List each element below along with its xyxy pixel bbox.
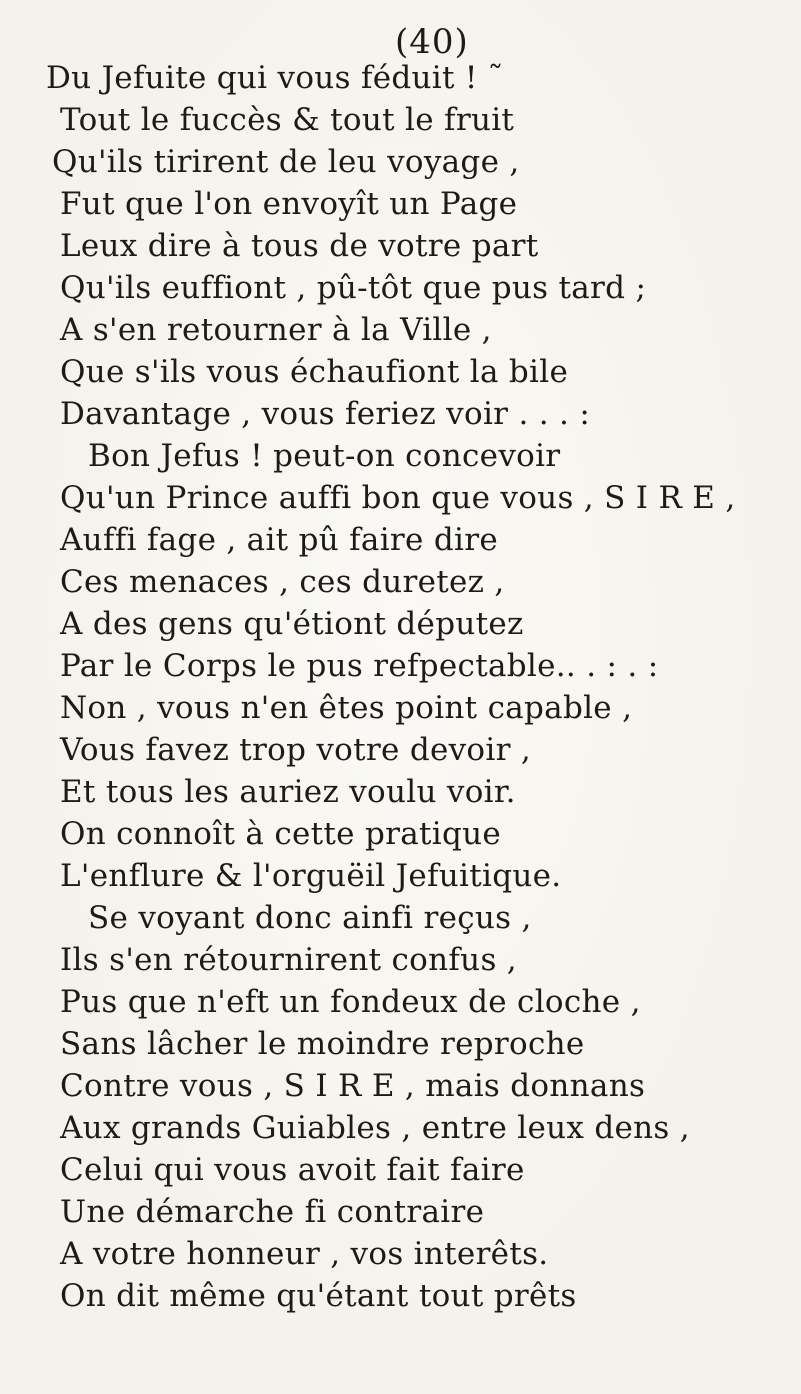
poem-line: On dit même qu'étant tout prêts bbox=[60, 1278, 577, 1314]
poem-line: Sans lâcher le moindre reproche bbox=[60, 1026, 585, 1062]
poem-line: Qu'ils euffiont , pû-tôt que pus tard ; bbox=[60, 270, 647, 306]
poem-line: On connoît à cette pratique bbox=[60, 816, 502, 852]
poem-line: Ces menaces , ces duretez , bbox=[60, 564, 505, 600]
poem-line: Qu'un Prince auffi bon que vous , S I R E , bbox=[60, 480, 736, 516]
poem-line: Non , vous n'en êtes point capable , bbox=[60, 690, 633, 726]
poem-line: A des gens qu'étiont députez bbox=[60, 606, 524, 642]
poem-line: Que s'ils vous échaufiont la bile bbox=[60, 354, 569, 390]
poem-line: Vous favez trop votre devoir , bbox=[60, 732, 532, 768]
poem-line: Une démarche fi contraire bbox=[60, 1194, 485, 1230]
poem-line: A votre honneur , vos interêts. bbox=[60, 1236, 549, 1272]
poem-line: Davantage , vous feriez voir . . . : bbox=[60, 396, 591, 432]
poem-line: Aux grands Guiables , entre leux dens , bbox=[60, 1110, 690, 1146]
poem-line: Contre vous , S I R E , mais donnans bbox=[60, 1068, 646, 1104]
poem-line: Pus que n'eft un fondeux de cloche , bbox=[60, 984, 641, 1020]
poem-line: Auffi fage , ait pû faire dire bbox=[60, 522, 498, 558]
poem-line: Fut que l'on envoyît un Page bbox=[60, 186, 518, 222]
poem-line: Et tous les auriez voulu voir. bbox=[60, 774, 516, 810]
poem-line: Se voyant donc ainfi reçus , bbox=[88, 900, 532, 936]
page-number: (40) bbox=[395, 22, 469, 62]
poem-line: L'enflure & l'orguëil Jefuitique. bbox=[60, 858, 562, 894]
poem-line: Celui qui vous avoit fait faire bbox=[60, 1152, 525, 1188]
poem-line: Par le Corps le pus refpectable.. . : . : bbox=[60, 648, 659, 684]
poem-line: Bon Jefus ! peut-on concevoir bbox=[88, 438, 561, 474]
poem-line: A s'en retourner à la Ville , bbox=[60, 312, 492, 348]
poem-line: Leux dire à tous de votre part bbox=[60, 228, 539, 264]
poem-line: Ils s'en rétournirent confus , bbox=[60, 942, 517, 978]
poem-line: Qu'ils tirirent de leu voyage , bbox=[52, 144, 520, 180]
poem-line: Du Jefuite qui vous féduit ! ˜ bbox=[46, 60, 504, 96]
poem-line: Tout le fuccès & tout le fruit bbox=[60, 102, 515, 138]
